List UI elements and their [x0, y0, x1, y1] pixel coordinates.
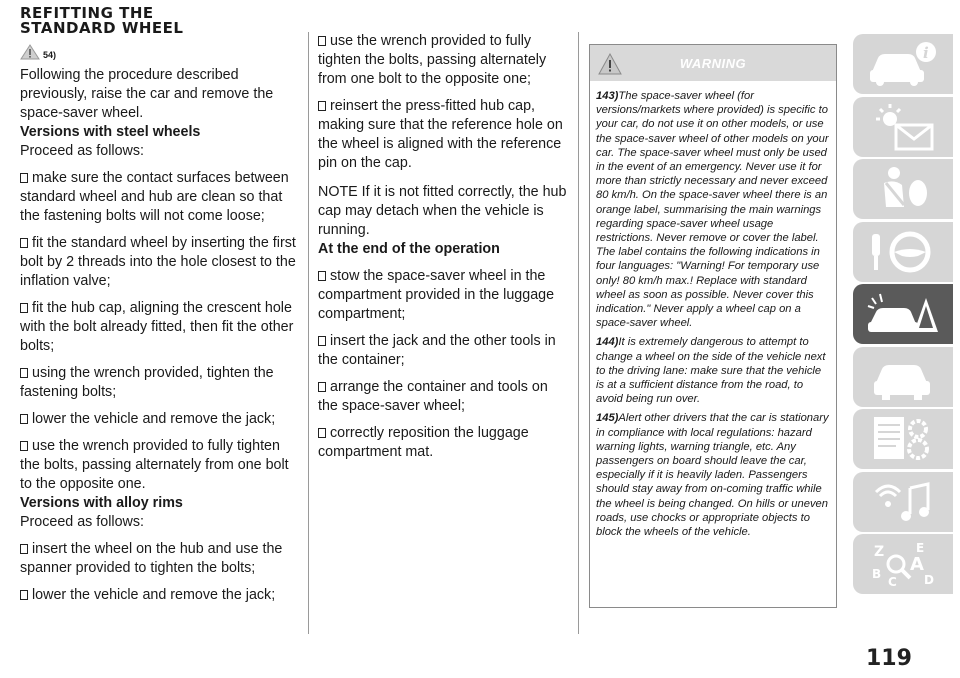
- column-2: [318, 32, 570, 462]
- list-item: insert the wheel on the hub and use the spanner provided to tighten the bolts;: [20, 541, 283, 576]
- svg-text:Z: Z: [874, 544, 885, 560]
- index-abc-icon: [866, 538, 940, 590]
- bullet-box-icon: [20, 238, 28, 248]
- list-item: make sure the contact surfaces between standard wheel and hub are clean so that the fastening bolts will not come loose;: [20, 170, 289, 224]
- intro-text: Following the procedure described previously, raise the car and remove the space-saver wheel.: [20, 67, 274, 121]
- multimedia-icon: [866, 476, 940, 528]
- warning-box: [589, 44, 837, 608]
- svg-text:C: C: [888, 575, 897, 589]
- warning-note: 144)It is extremely dangerous to attempt to change a wheel on the side of the vehicle next to the driving lane: make sure that the vehicle is at a sufficient distance from the road, to avoid being run over.: [596, 336, 826, 406]
- tab-in-an-emergency[interactable]: [853, 284, 953, 344]
- warning-body: [590, 81, 836, 539]
- tab-servicing[interactable]: [853, 347, 953, 407]
- bullet-box-icon: [20, 368, 28, 378]
- technical-data-icon: [866, 413, 940, 465]
- list-item: arrange the container and tools on the space-saver wheel;: [318, 379, 548, 414]
- tab-technical-data[interactable]: [853, 409, 953, 469]
- warning-triangle-icon: [598, 53, 622, 75]
- bullet-box-icon: [20, 441, 28, 451]
- warning-note: 145)Alert other drivers that the car is stationary in compliance with local regulations: hazard warning lights, warning triangle, etc. Any passengers on board should leave the car, especially if it is heavily laden. Passengers should stay away from on-coming traffic while the wheel is being changed. On hills or uneven roads, use chocks or appropriate objects to block the wheels of the vehicle.: [596, 412, 829, 539]
- list-item: reinsert the press-fitted hub cap, making sure that the reference hole on the wheel is aligned with the reference pin on the cap.: [318, 98, 563, 171]
- note-text: NOTE If it is not fitted correctly, the hub cap may detach when the vehicle is running.: [318, 184, 567, 238]
- car-emergency-icon: [866, 288, 940, 340]
- tab-warning-lights[interactable]: [853, 97, 953, 157]
- list-item: use the wrench provided to fully tighten the bolts, passing alternately from one bolt to the opposite one.: [20, 438, 289, 492]
- tab-starting-driving[interactable]: [853, 222, 953, 282]
- list-item: using the wrench provided, tighten the fastening bolts;: [20, 365, 274, 400]
- page-number: 119: [866, 646, 912, 671]
- list-item: lower the vehicle and remove the jack;: [20, 586, 300, 605]
- tab-safety[interactable]: [853, 159, 953, 219]
- warning-header: [590, 45, 836, 81]
- steel-lead: Proceed as follows:: [20, 143, 144, 159]
- warning-title: WARNING: [679, 55, 747, 71]
- seat-belt-airbag-icon: [866, 163, 940, 215]
- bullet-box-icon: [318, 428, 326, 438]
- bullet-box-icon: [318, 271, 326, 281]
- bullet-box-icon: [20, 414, 28, 424]
- tab-multimedia[interactable]: [853, 472, 953, 532]
- end-heading: At the end of the operation: [318, 241, 500, 257]
- bullet-box-icon: [318, 36, 326, 46]
- section-title-line-2: STANDARD WHEEL: [20, 19, 184, 37]
- warning-ref-number: 54): [43, 50, 57, 60]
- list-item: fit the standard wheel by inserting the first bolt by 2 threads into the hole closest to the inflation valve;: [20, 235, 296, 289]
- chapter-sidebar: [853, 34, 953, 597]
- list-item: fit the hub cap, aligning the crescent hole with the bolt already fitted, then fit the other bolts;: [20, 300, 294, 354]
- car-maintenance-icon: [866, 351, 940, 403]
- list-item: use the wrench provided to fully tighten the bolts, passing alternately from one bolt to the opposite one;: [318, 33, 547, 87]
- bullet-box-icon: [20, 590, 28, 600]
- car-info-icon: [866, 38, 940, 90]
- column-1: [20, 6, 300, 605]
- tab-index[interactable]: [853, 534, 953, 594]
- key-steering-wheel-icon: [866, 226, 940, 278]
- bullet-box-icon: [318, 336, 326, 346]
- column-divider: [578, 32, 579, 634]
- svg-text:E: E: [916, 541, 925, 555]
- steel-heading: Versions with steel wheels: [20, 124, 201, 140]
- bullet-box-icon: [20, 173, 28, 183]
- bullet-box-icon: [318, 382, 326, 392]
- alloy-heading: Versions with alloy rims: [20, 495, 183, 511]
- svg-text:B: B: [872, 567, 882, 581]
- section-title-line-1: REFITTING THE: [20, 4, 154, 22]
- svg-text:A: A: [910, 554, 924, 575]
- list-item: correctly reposition the luggage compartment mat.: [318, 425, 529, 460]
- list-item: insert the jack and the other tools in the container;: [318, 333, 556, 368]
- warning-triangle-icon: [20, 44, 40, 60]
- alloy-lead: Proceed as follows:: [20, 514, 144, 530]
- bullet-box-icon: [20, 303, 28, 313]
- bullet-box-icon: [20, 544, 28, 554]
- list-item: stow the space-saver wheel in the compartment provided in the luggage compartment;: [318, 268, 555, 322]
- column-divider: [308, 32, 309, 634]
- warning-reference: [20, 38, 300, 60]
- svg-text:i: i: [923, 44, 929, 62]
- tab-car-info[interactable]: [853, 34, 953, 94]
- warning-lights-icon: [866, 101, 940, 153]
- warning-note: 143)The space-saver wheel (for versions/markets where provided) is specific to your car, do not use it on other models, or use the space-saver wheel of other models on your car. The space-saver wheel must only be used in the event of an emergency. Never use it for more than strictly necessary and never exceed 80 km/h. On the space-saver wheel there is an orange label, summarising the main warnings regarding space-saver wheel usage restrictions. Never remove or cover the label. The label contains the following indications in four languages: "Warning! For temporary use only! 80 km/h max.! Replace with standard wheel as soon as possible. Never cover this indication." Never apply a wheel cap on a space-saver wheel.: [596, 90, 829, 330]
- bullet-box-icon: [318, 101, 326, 111]
- list-item: lower the vehicle and remove the jack;: [20, 410, 300, 429]
- svg-text:D: D: [924, 573, 934, 587]
